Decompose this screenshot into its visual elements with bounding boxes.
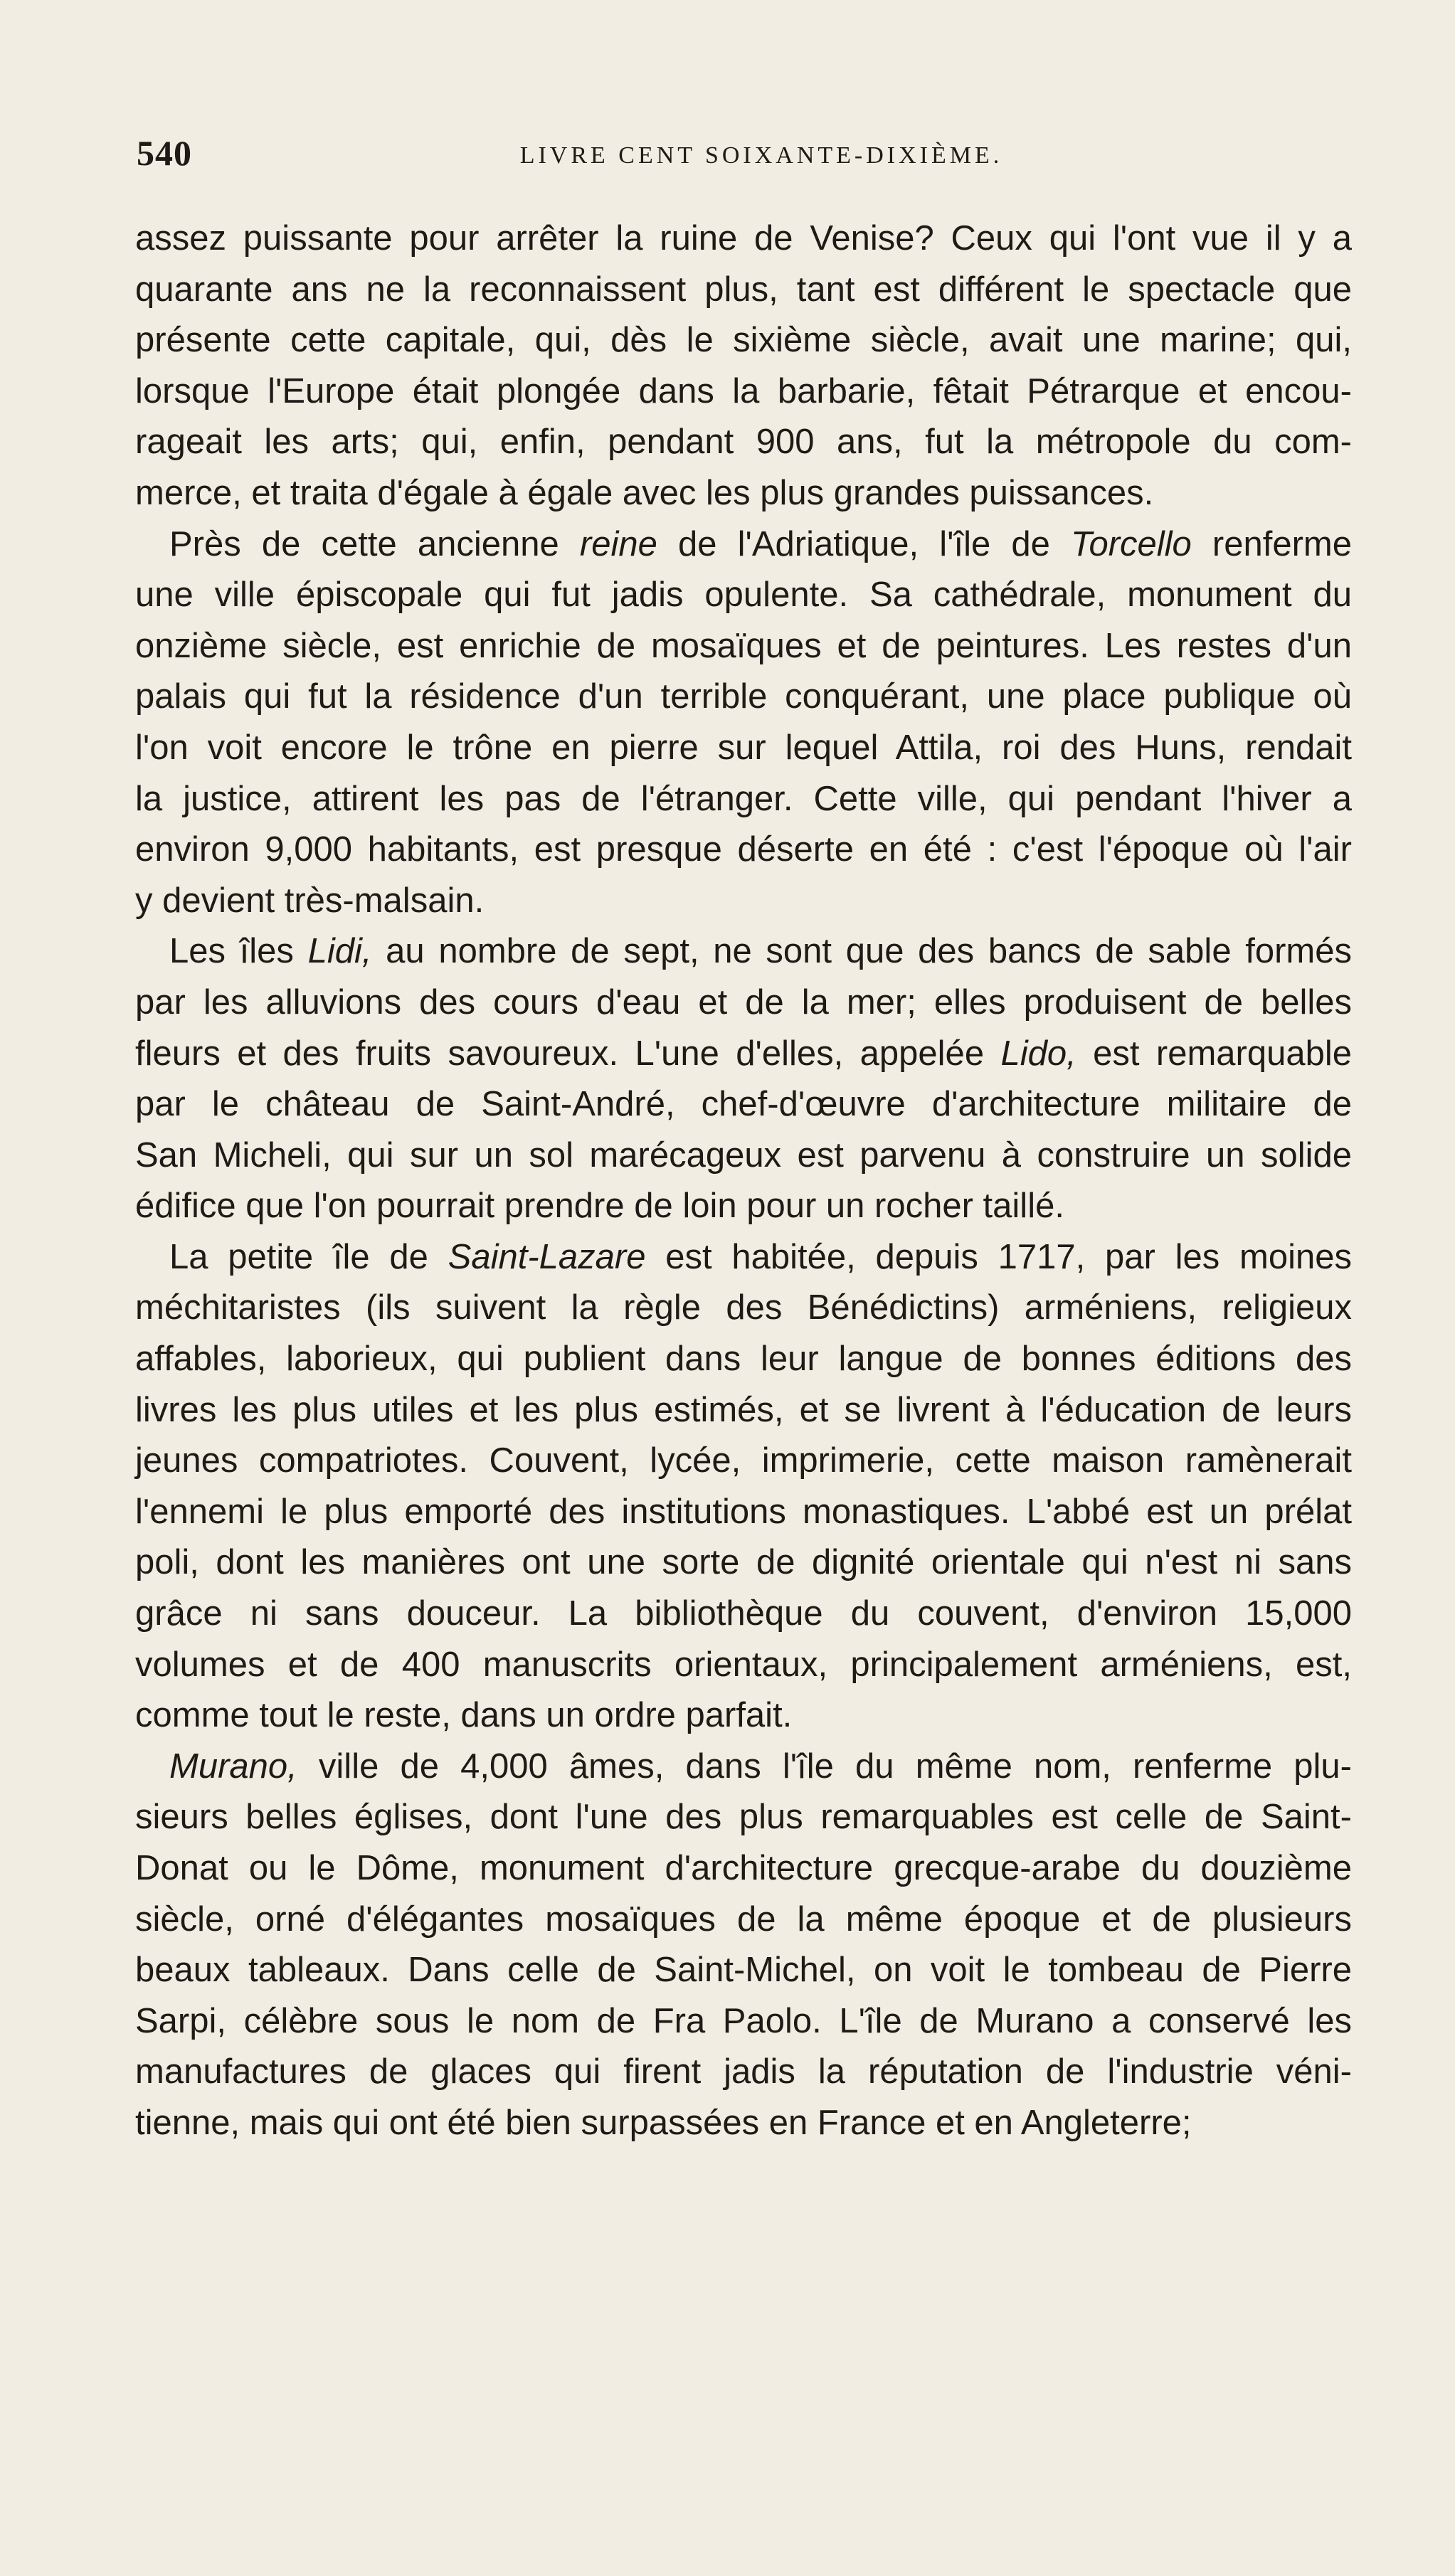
text-run: volumes et de 400 manuscrits orientaux, principalement arméniens, est, (135, 1645, 1352, 1684)
text-run: quarante ans ne la reconnaissent plus, tant est différent le spectacle que (135, 270, 1352, 309)
italic-text: Lido, (1000, 1034, 1076, 1073)
text-line (135, 977, 1352, 1029)
text-line (135, 417, 1352, 468)
text-line (135, 1742, 1352, 1793)
italic-text: Murano, (169, 1747, 297, 1786)
running-head: LIVRE CENT SOIXANTE-DIXIÈME. (519, 142, 1003, 169)
text-run: ville de 4,000 âmes, dans l'île du même nom, renferme plu- (297, 1747, 1352, 1786)
text-run: y devient très-malsain. (135, 881, 485, 920)
text-line (135, 1181, 1352, 1232)
page-number: 540 (137, 133, 192, 173)
text-line (135, 774, 1352, 825)
text-line (135, 468, 1352, 519)
text-line (135, 1436, 1352, 1487)
text-line (135, 926, 1352, 977)
text-line (135, 519, 1352, 571)
text-run: comme tout le reste, dans un ordre parfait. (135, 1696, 793, 1735)
italic-text: reine (579, 524, 657, 563)
text-line (135, 1487, 1352, 1538)
text-run: San Micheli, qui sur un sol marécageux est parvenu à construire un solide (135, 1135, 1352, 1175)
text-run: une ville épiscopale qui fut jadis opulente. Sa cathédrale, monument du (135, 576, 1352, 615)
text-line (135, 621, 1352, 672)
text-line (135, 315, 1352, 366)
text-run: merce, et traita d'égale à égale avec les plus grandes puissances. (135, 473, 1154, 512)
text-line (135, 1232, 1352, 1283)
text-line (135, 1690, 1352, 1742)
text-line (135, 366, 1352, 418)
text-line (135, 1843, 1352, 1894)
text-line (135, 2047, 1352, 2098)
text-run: de l'Adriatique, l'île de (657, 524, 1072, 563)
italic-text: Lidi, (307, 932, 372, 971)
text-line (135, 1537, 1352, 1589)
text-run: La petite île de (169, 1237, 448, 1276)
text-run: affables, laborieux, qui publient dans leur langue de bonnes éditions des (135, 1340, 1352, 1379)
text-line (135, 570, 1352, 621)
body-text (135, 213, 1352, 2149)
text-run: assez puissante pour arrêter la ruine de Venise? Ceux qui l'ont vue il y a (135, 219, 1352, 258)
text-line (135, 672, 1352, 723)
text-line (135, 1945, 1352, 1996)
text-run: Près de cette ancienne (169, 524, 580, 563)
text-run: grâce ni sans douceur. La bibliothèque du couvent, d'environ 15,000 (135, 1594, 1352, 1633)
text-run: par le château de Saint-André, chef-d'œuvre d'architecture militaire de (135, 1085, 1352, 1124)
text-line (135, 1029, 1352, 1080)
text-run: manufactures de glaces qui firent jadis la réputation de l'industrie véni- (135, 2052, 1352, 2092)
text-line (135, 265, 1352, 316)
text-run: beaux tableaux. Dans celle de Saint-Michel, on voit le tombeau de Pierre (135, 1951, 1352, 1990)
text-run: édifice que l'on pourrait prendre de loin pour un rocher taillé. (135, 1187, 1064, 1226)
text-run: rageait les arts; qui, enfin, pendant 900 ans, fut la métropole du com- (135, 423, 1352, 462)
text-run: jeunes compatriotes. Couvent, lycée, imprimerie, cette maison ramènerait (135, 1441, 1352, 1480)
text-line (135, 2098, 1352, 2149)
text-line (135, 1283, 1352, 1334)
text-run: Donat ou le Dôme, monument d'architecture grecque-arabe du douzième (135, 1849, 1352, 1887)
text-run: l'on voit encore le trône en pierre sur lequel Attila, roi des Huns, rendait (135, 728, 1352, 767)
text-line (135, 1385, 1352, 1436)
text-run: livres les plus utiles et les plus estimés, et se livrent à l'éducation de leurs (135, 1390, 1352, 1429)
text-run: lorsque l'Europe était plongée dans la barbarie, fêtait Pétrarque et encou- (135, 371, 1352, 410)
text-run: la justice, attirent les pas de l'étranger. Cette ville, qui pendant l'hiver a (135, 779, 1352, 818)
text-run: par les alluvions des cours d'eau et de la mer; elles produisent de belles (135, 982, 1352, 1022)
text-line (135, 1589, 1352, 1640)
text-line (135, 1640, 1352, 1691)
text-run: est habitée, depuis 1717, par les moines (645, 1237, 1352, 1276)
text-run: est remarquable (1076, 1034, 1352, 1073)
text-run: poli, dont les manières ont une sorte de dignité orientale qui n'est ni sans (135, 1543, 1352, 1582)
text-run: siècle, orné d'élégantes mosaïques de la même époque et de plusieurs (135, 1899, 1352, 1939)
text-run: renferme (1191, 524, 1352, 563)
text-run: fleurs et des fruits savoureux. L'une d'elles, appelée (135, 1034, 1001, 1073)
text-run: onzième siècle, est enrichie de mosaïques et de peintures. Les restes d'un (135, 626, 1352, 665)
text-run: palais qui fut la résidence d'un terrible conquérant, une place publique où (135, 677, 1352, 716)
text-line (135, 723, 1352, 774)
text-line (135, 1130, 1352, 1182)
text-run: au nombre de sept, ne sont que des bancs de sable formés (371, 932, 1352, 971)
text-run: Sarpi, célèbre sous le nom de Fra Paolo. L'île de Murano a conservé les (135, 2001, 1352, 2040)
text-run: Les îles (169, 932, 308, 971)
text-line (135, 1996, 1352, 2047)
text-line (135, 825, 1352, 876)
text-run: l'ennemi le plus emporté des institutions monastiques. L'abbé est un prélat (135, 1492, 1352, 1531)
text-run: sieurs belles églises, dont l'une des plus remarquables est celle de Saint- (135, 1798, 1352, 1837)
text-line (135, 1792, 1352, 1843)
text-line (135, 213, 1352, 265)
italic-text: Saint-Lazare (448, 1237, 646, 1276)
italic-text: Torcello (1071, 524, 1192, 563)
text-run: tienne, mais qui ont été bien surpassées en France et en Angleterre; (135, 2103, 1192, 2142)
text-run: méchitaristes (ils suivent la règle des Bénédictins) arméniens, religieux (135, 1288, 1352, 1327)
page-header (135, 132, 1359, 182)
text-run: environ 9,000 habitants, est presque déserte en été : c'est l'époque où l'air (135, 830, 1352, 869)
text-run: présente cette capitale, qui, dès le sixième siècle, avait une marine; qui, (135, 321, 1352, 360)
text-line (135, 876, 1352, 927)
text-line (135, 1079, 1352, 1130)
text-line (135, 1334, 1352, 1385)
text-line (135, 1894, 1352, 1946)
